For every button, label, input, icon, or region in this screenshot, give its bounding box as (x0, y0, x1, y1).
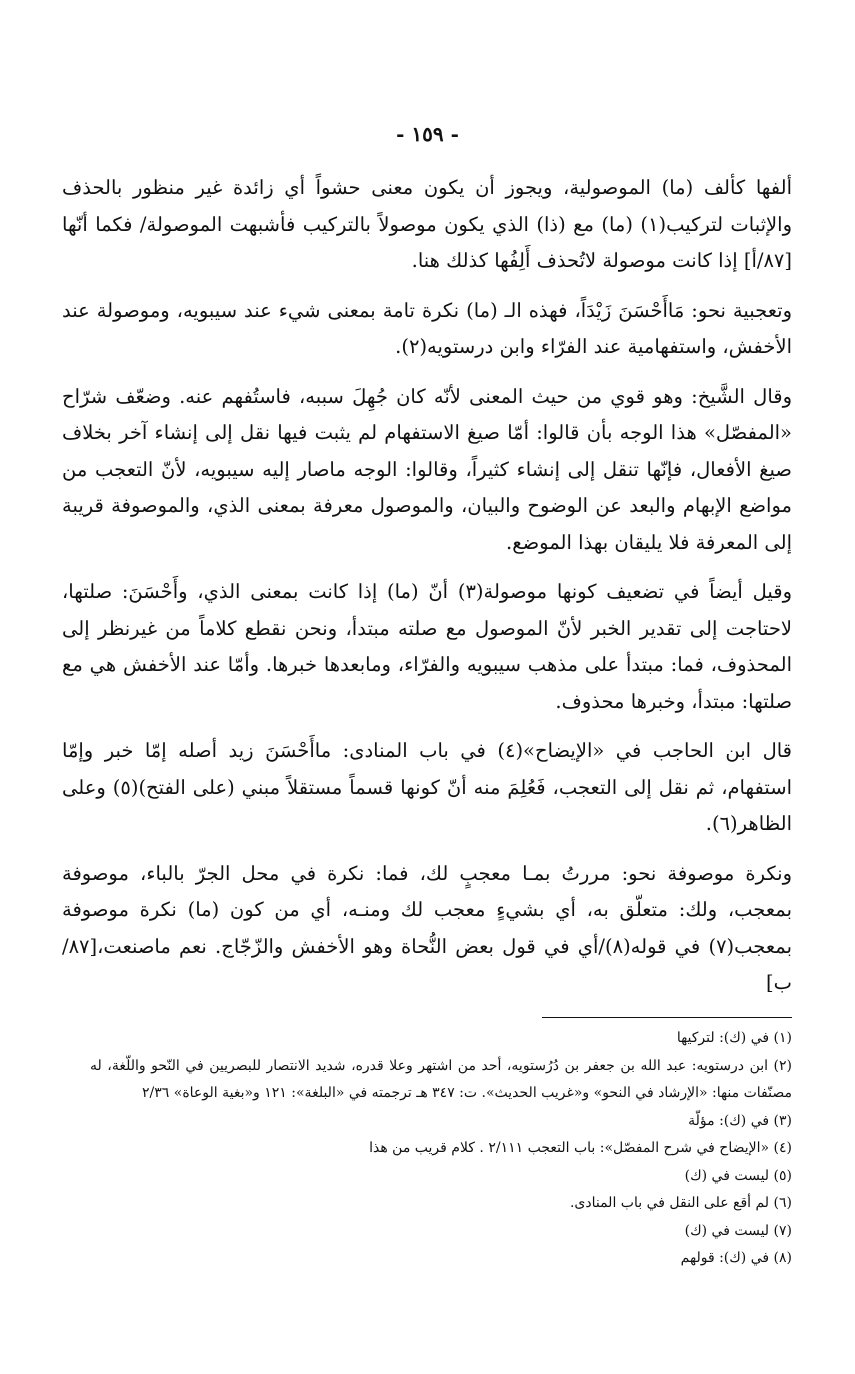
footnote-5: (٥) ليست في (ك) (684, 1167, 792, 1184)
paragraph-6: ونكرة موصوفة نحو: مررتُ بمـا معجبٍ لك، فما: نكرة في محل الجرّ بالباء، موصوفة بمعجب، ولك: متعلّق به، أي بشيءٍ معجب لك ومنـه، أي من كون (ما) نكرة موصوفة بمعجب(٧) في قوله(٨)/أي في قول بعض النُّحاة وهو الأخفش والزّجّاج. نعم ماصنعت،[٨٧/ب] (62, 861, 792, 994)
page-number: - ١٥٩ - (396, 122, 459, 146)
footnote-8: (٨) في (ك): قولهم (680, 1250, 792, 1266)
paragraph-2: وتعجبية نحو: مَاأَحْسَنَ زَيْدَاً، فهذه الـ (ما) نكرة تامة بمعنى شيء عند سيبويه، وموصولة عند الأخفش، واستفهامية عند الفرّاء وابن درستويه(٢). (62, 298, 792, 358)
paragraph-5: قال ابن الحاجب في «الإيضاح»(٤) في باب المنادى: ماأَحْسَنَ زيد أصله إمّا خبر وإمّا استفهام، ثم نقل إلى التعجب، فَعُلِمَ منه أنّ كونها قسماً مستقلاً مبني (على الفتح)(٥) وعلى الظاهر(٦). (62, 739, 792, 835)
footnote-2: (٢) ابن درستويه: عبد الله بن جعفر بن دُرُستويه، أحد من اشتهر وعلا قدره، شديد الانتصار للبصريين في النّحو واللّغة، له مصنّفات منها: «الإرشاد في النحو» و«غريب الحديث». ت: ٣٤٧ هـ ترجمته في «البلغة»: ١٢١ و«بغية الوعاة» ٢/٣٦ (90, 1057, 792, 1101)
paragraph-3: وقال الشَّيخ: وهو قوي من حيث المعنى لأنّه كان جُهِلَ سببه، فاستُفهم عنه. وضعّف شرّاح «المفصّل» هذا الوجه بأن قالوا: أمّا صيغ الاستفهام لم يثبت فيها نقل إلى إنشاء آخر بخلاف صيغ الأفعال، فإنّها تنقل إلى إنشاء كثيراً، وقالوا: الوجه ماصار إليه سيبويه، لأنّ التعجب من مواضع الإبهام والبعد عن الوضوح والبيان، والموصول معرفة بمعنى الذي، والموصوفة قريبة إلى المعرفة فلا يليقان بهذا الموضع. (62, 384, 792, 554)
footnote-4: (٤) «الإيضاح في شرح المفصّل»: باب التعجب ٢/١١١ . كلام قريب من هذا (369, 1140, 792, 1156)
paragraph-1: ألفها كألف (ما) الموصولية، ويجوز أن يكون معنى حشواً أي زائدة غير منظور بالحذف والإثبات لتركيب(١) (ما) مع (ذا) الذي يكون موصولاً بالتركيب فأشبهت الموصولة/ فكما أنّها [٨٧/أ] إذا كانت موصولة لاتُحذف أَلِفُها كذلك هنا. (62, 176, 792, 272)
paragraph-4: وقيل أيضاً في تضعيف كونها موصولة(٣) أنّ (ما) إذا كانت بمعنى الذي، وأَحْسَنَ: صلتها، لاحتاجت إلى تقدير الخبر لأنّ الموصول مع صلته مبتدأ، ونحن نقطع كلاماً من غيرنظر إلى المحذوف، فما: مبتدأ على مذهب سيبويه والفرّاء، ومابعدها خبرها. وأمّا عند الأخفش هي مع صلتها: مبتدأ، وخبرها محذوف. (62, 580, 792, 713)
footnote-6: (٦) لم أقع على النقل في باب المنادى. (569, 1195, 792, 1211)
footnotes (90, 1025, 792, 1273)
main-text (62, 170, 792, 1015)
footnote-separator (542, 1017, 792, 1018)
footnote-1: (١) في (ك): لتركيها (676, 1030, 792, 1046)
footnote-7: (٧) ليست في (ك) (684, 1222, 792, 1239)
footnote-3: (٣) في (ك): مؤلّة (688, 1112, 792, 1129)
